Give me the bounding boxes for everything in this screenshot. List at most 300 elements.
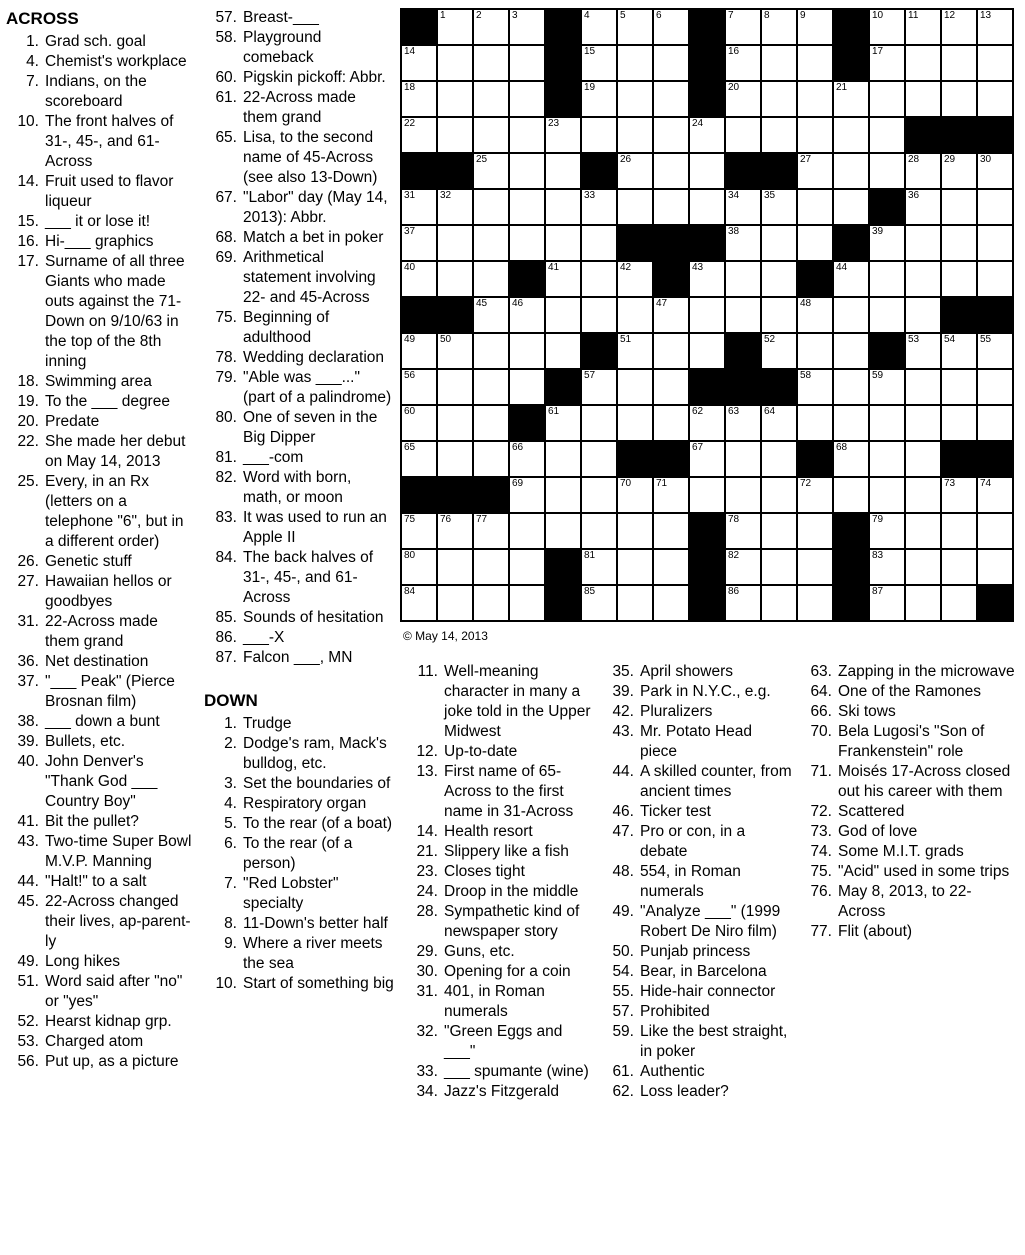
- grid-cell[interactable]: [401, 45, 437, 81]
- grid-cell[interactable]: [977, 369, 1013, 405]
- clue-number: 42.: [612, 703, 634, 720]
- clue-item: [204, 448, 394, 468]
- grid-cell[interactable]: [761, 45, 797, 81]
- grid-cell[interactable]: [725, 117, 761, 153]
- grid-cell[interactable]: [617, 81, 653, 117]
- grid-cell[interactable]: [653, 585, 689, 621]
- grid-cell[interactable]: [617, 405, 653, 441]
- grid-cell[interactable]: [473, 117, 509, 153]
- clue-item: [601, 822, 793, 862]
- grid-cell[interactable]: [689, 297, 725, 333]
- grid-cell[interactable]: [401, 189, 437, 225]
- grid-cell[interactable]: [905, 549, 941, 585]
- clue-text: Match a bet in poker: [243, 229, 384, 246]
- grid-cell[interactable]: [869, 441, 905, 477]
- grid-cell[interactable]: [833, 297, 869, 333]
- clue-number: 44.: [17, 873, 39, 890]
- grid-cell[interactable]: [617, 549, 653, 585]
- grid-cell[interactable]: [833, 369, 869, 405]
- grid-cell[interactable]: [689, 441, 725, 477]
- grid-cell[interactable]: [617, 9, 653, 45]
- clue-item: [405, 742, 593, 762]
- grid-cell[interactable]: [941, 549, 977, 585]
- grid-cell[interactable]: [653, 45, 689, 81]
- grid-cell[interactable]: [473, 261, 509, 297]
- clue-item: [601, 902, 793, 942]
- grid-cell[interactable]: [797, 369, 833, 405]
- grid-cell[interactable]: [401, 405, 437, 441]
- grid-cell[interactable]: [725, 45, 761, 81]
- grid-cell[interactable]: [941, 9, 977, 45]
- grid-cell[interactable]: [869, 81, 905, 117]
- grid-cell[interactable]: [437, 441, 473, 477]
- grid-cell[interactable]: [725, 297, 761, 333]
- cell-number: 41: [548, 262, 560, 273]
- grid-cell[interactable]: [941, 225, 977, 261]
- grid-cell[interactable]: [617, 45, 653, 81]
- grid-cell[interactable]: [905, 153, 941, 189]
- grid-cell[interactable]: [437, 117, 473, 153]
- grid-cell[interactable]: [941, 45, 977, 81]
- grid-cell[interactable]: [581, 81, 617, 117]
- grid-cell[interactable]: [545, 333, 581, 369]
- grid-cell[interactable]: [905, 441, 941, 477]
- grid-cell[interactable]: [905, 189, 941, 225]
- grid-cell[interactable]: [977, 549, 1013, 585]
- grid-cell[interactable]: [545, 117, 581, 153]
- grid-cell[interactable]: [833, 261, 869, 297]
- black-cell: [761, 369, 797, 405]
- cell-number: 3: [512, 10, 518, 21]
- grid-cell[interactable]: [581, 117, 617, 153]
- grid-cell[interactable]: [905, 45, 941, 81]
- cell-number: 72: [800, 478, 812, 489]
- clue-item: [405, 842, 593, 862]
- grid-cell[interactable]: [617, 117, 653, 153]
- grid-cell[interactable]: [473, 585, 509, 621]
- grid-cell[interactable]: [617, 477, 653, 513]
- cell-number: 38: [728, 226, 740, 237]
- grid-cell[interactable]: [473, 225, 509, 261]
- grid-cell[interactable]: [437, 9, 473, 45]
- grid-cell[interactable]: [545, 297, 581, 333]
- grid-cell[interactable]: [905, 513, 941, 549]
- grid-cell[interactable]: [977, 225, 1013, 261]
- grid-cell[interactable]: [617, 585, 653, 621]
- grid-cell[interactable]: [797, 117, 833, 153]
- grid-cell[interactable]: [833, 441, 869, 477]
- grid-cell[interactable]: [977, 81, 1013, 117]
- black-cell: [689, 369, 725, 405]
- grid-cell[interactable]: [437, 513, 473, 549]
- grid-cell[interactable]: [941, 405, 977, 441]
- grid-cell[interactable]: [581, 225, 617, 261]
- grid-cell[interactable]: [581, 441, 617, 477]
- clue-text: Respiratory organ: [243, 795, 367, 812]
- grid-cell[interactable]: [725, 9, 761, 45]
- down-clue-list-2: [405, 662, 593, 1102]
- grid-cell[interactable]: [761, 9, 797, 45]
- grid-cell[interactable]: [869, 45, 905, 81]
- grid-cell[interactable]: [797, 297, 833, 333]
- grid-cell[interactable]: [869, 477, 905, 513]
- clue-item: [799, 682, 1015, 702]
- grid-cell[interactable]: [797, 333, 833, 369]
- grid-cell[interactable]: [653, 9, 689, 45]
- grid-cell[interactable]: [509, 45, 545, 81]
- cell-number: 61: [548, 406, 560, 417]
- grid-cell[interactable]: [437, 81, 473, 117]
- grid-cell[interactable]: [725, 477, 761, 513]
- grid-cell[interactable]: [545, 513, 581, 549]
- grid-cell[interactable]: [725, 513, 761, 549]
- grid-cell[interactable]: [689, 189, 725, 225]
- clue-number: 87.: [215, 649, 237, 666]
- clue-text: Word with born, math, or moon: [243, 469, 352, 506]
- cell-number: 55: [980, 334, 992, 345]
- grid-cell[interactable]: [797, 477, 833, 513]
- grid-cell[interactable]: [617, 333, 653, 369]
- grid-cell[interactable]: [725, 189, 761, 225]
- grid-cell[interactable]: [401, 549, 437, 585]
- grid-cell[interactable]: [761, 261, 797, 297]
- clue-text: Bit the pullet?: [45, 813, 139, 830]
- grid-cell[interactable]: [509, 441, 545, 477]
- grid-cell[interactable]: [905, 369, 941, 405]
- grid-cell[interactable]: [473, 441, 509, 477]
- grid-cell[interactable]: [473, 45, 509, 81]
- grid-cell[interactable]: [653, 513, 689, 549]
- grid-cell[interactable]: [545, 153, 581, 189]
- grid-cell[interactable]: [437, 405, 473, 441]
- grid-cell[interactable]: [473, 369, 509, 405]
- grid-cell[interactable]: [509, 9, 545, 45]
- grid-cell[interactable]: [689, 333, 725, 369]
- grid-cell[interactable]: [653, 549, 689, 585]
- grid-cell[interactable]: [761, 513, 797, 549]
- black-cell: [797, 261, 833, 297]
- clue-number: 12.: [416, 743, 438, 760]
- clue-number: 85.: [215, 609, 237, 626]
- grid-cell[interactable]: [473, 9, 509, 45]
- grid-cell[interactable]: [941, 513, 977, 549]
- grid-cell[interactable]: [977, 45, 1013, 81]
- grid-cell[interactable]: [725, 261, 761, 297]
- black-cell: [437, 477, 473, 513]
- grid-cell[interactable]: [581, 549, 617, 585]
- grid-cell[interactable]: [977, 153, 1013, 189]
- grid-cell[interactable]: [653, 153, 689, 189]
- grid-cell[interactable]: [581, 297, 617, 333]
- grid-cell[interactable]: [941, 189, 977, 225]
- grid-cell[interactable]: [509, 513, 545, 549]
- grid-cell[interactable]: [545, 477, 581, 513]
- grid-cell[interactable]: [941, 153, 977, 189]
- grid-cell[interactable]: [725, 441, 761, 477]
- grid-cell[interactable]: [653, 369, 689, 405]
- grid-cell[interactable]: [869, 549, 905, 585]
- grid-cell[interactable]: [725, 549, 761, 585]
- grid-cell[interactable]: [761, 189, 797, 225]
- cell-number: 12: [944, 10, 956, 21]
- clue-item: [6, 432, 196, 472]
- grid-cell[interactable]: [905, 261, 941, 297]
- clue-number: 3.: [224, 775, 237, 792]
- grid-cell[interactable]: [509, 549, 545, 585]
- grid-cell[interactable]: [905, 477, 941, 513]
- grid-cell[interactable]: [869, 513, 905, 549]
- grid-cell[interactable]: [689, 153, 725, 189]
- grid-cell[interactable]: [869, 261, 905, 297]
- grid-cell[interactable]: [509, 225, 545, 261]
- down-clues-column-3: [601, 662, 793, 1102]
- grid-cell[interactable]: [401, 261, 437, 297]
- grid-cell[interactable]: [905, 585, 941, 621]
- grid-cell[interactable]: [689, 261, 725, 297]
- clue-text: Park in N.Y.C., e.g.: [640, 683, 771, 700]
- clue-text: Some M.I.T. grads: [838, 843, 964, 860]
- clue-number: 48.: [612, 863, 634, 880]
- clue-text: Moisés 17-Across closed out his career with them: [838, 763, 1011, 800]
- clue-number: 65.: [215, 129, 237, 146]
- grid-cell[interactable]: [869, 585, 905, 621]
- grid-cell[interactable]: [473, 297, 509, 333]
- grid-cell[interactable]: [545, 261, 581, 297]
- grid-cell[interactable]: [509, 153, 545, 189]
- grid-cell[interactable]: [977, 477, 1013, 513]
- grid-cell[interactable]: [869, 225, 905, 261]
- grid-cell[interactable]: [473, 513, 509, 549]
- grid-cell[interactable]: [401, 81, 437, 117]
- clue-item: [204, 814, 394, 834]
- grid-cell[interactable]: [797, 45, 833, 81]
- grid-cell[interactable]: [581, 513, 617, 549]
- grid-cell[interactable]: [509, 81, 545, 117]
- grid-cell[interactable]: [581, 261, 617, 297]
- grid-cell[interactable]: [977, 405, 1013, 441]
- grid-cell[interactable]: [761, 225, 797, 261]
- grid-cell[interactable]: [869, 117, 905, 153]
- clue-item: [601, 962, 793, 982]
- grid-cell[interactable]: [905, 405, 941, 441]
- grid-cell[interactable]: [761, 585, 797, 621]
- clue-number: 33.: [416, 1063, 438, 1080]
- grid-cell[interactable]: [653, 405, 689, 441]
- grid-cell[interactable]: [617, 153, 653, 189]
- grid-cell[interactable]: [761, 405, 797, 441]
- grid-cell[interactable]: [941, 585, 977, 621]
- grid-cell[interactable]: [509, 369, 545, 405]
- grid-cell[interactable]: [617, 261, 653, 297]
- grid-cell[interactable]: [977, 9, 1013, 45]
- grid-cell[interactable]: [941, 333, 977, 369]
- clue-text: Guns, etc.: [444, 943, 515, 960]
- grid-cell[interactable]: [545, 405, 581, 441]
- grid-cell[interactable]: [437, 189, 473, 225]
- grid-cell[interactable]: [581, 585, 617, 621]
- grid-cell[interactable]: [509, 189, 545, 225]
- grid-cell[interactable]: [509, 297, 545, 333]
- cell-number: 43: [692, 262, 704, 273]
- grid-cell[interactable]: [653, 477, 689, 513]
- grid-cell[interactable]: [437, 333, 473, 369]
- grid-cell[interactable]: [941, 369, 977, 405]
- grid-cell[interactable]: [473, 405, 509, 441]
- grid-cell[interactable]: [653, 297, 689, 333]
- clue-item: [6, 372, 196, 392]
- grid-cell[interactable]: [437, 549, 473, 585]
- grid-cell[interactable]: [653, 189, 689, 225]
- grid-cell[interactable]: [761, 297, 797, 333]
- clue-text: Droop in the middle: [444, 883, 579, 900]
- grid-cell[interactable]: [581, 189, 617, 225]
- grid-cell[interactable]: [401, 117, 437, 153]
- black-cell: [977, 441, 1013, 477]
- grid-cell[interactable]: [689, 117, 725, 153]
- cell-number: 82: [728, 550, 740, 561]
- grid-cell[interactable]: [905, 297, 941, 333]
- grid-cell[interactable]: [473, 549, 509, 585]
- grid-cell[interactable]: [725, 585, 761, 621]
- clue-number: 43.: [17, 833, 39, 850]
- grid-cell[interactable]: [509, 117, 545, 153]
- grid-cell[interactable]: [545, 225, 581, 261]
- grid-cell[interactable]: [437, 261, 473, 297]
- clue-item: [6, 1032, 196, 1052]
- grid-cell[interactable]: [581, 369, 617, 405]
- grid-cell[interactable]: [509, 585, 545, 621]
- grid-cell[interactable]: [797, 153, 833, 189]
- grid-cell[interactable]: [725, 225, 761, 261]
- grid-cell[interactable]: [653, 117, 689, 153]
- grid-cell[interactable]: [797, 405, 833, 441]
- grid-cell[interactable]: [581, 45, 617, 81]
- grid-cell[interactable]: [473, 81, 509, 117]
- clue-text: Health resort: [444, 823, 533, 840]
- grid-cell[interactable]: [437, 225, 473, 261]
- grid-cell[interactable]: [653, 81, 689, 117]
- clue-number: 17.: [17, 253, 39, 270]
- grid-cell[interactable]: [725, 81, 761, 117]
- grid-cell[interactable]: [869, 9, 905, 45]
- grid-cell[interactable]: [797, 225, 833, 261]
- grid-cell[interactable]: [401, 585, 437, 621]
- grid-cell[interactable]: [833, 117, 869, 153]
- clue-number: 18.: [17, 373, 39, 390]
- grid-cell[interactable]: [689, 405, 725, 441]
- grid-cell[interactable]: [833, 405, 869, 441]
- grid-cell[interactable]: [401, 513, 437, 549]
- grid-cell[interactable]: [545, 441, 581, 477]
- grid-cell[interactable]: [473, 333, 509, 369]
- grid-cell[interactable]: [437, 45, 473, 81]
- clue-number: 29.: [416, 943, 438, 960]
- black-cell: [401, 297, 437, 333]
- grid-cell[interactable]: [905, 9, 941, 45]
- grid-cell[interactable]: [617, 513, 653, 549]
- grid-cell[interactable]: [545, 189, 581, 225]
- clue-text: 11-Down's better half: [243, 915, 388, 932]
- grid-cell[interactable]: [905, 81, 941, 117]
- clue-item: [204, 714, 394, 734]
- grid-cell[interactable]: [833, 153, 869, 189]
- clue-item: [204, 548, 394, 608]
- clue-text: "Red Lobster" specialty: [243, 875, 339, 912]
- grid-cell[interactable]: [761, 117, 797, 153]
- grid-cell[interactable]: [401, 333, 437, 369]
- grid-cell[interactable]: [761, 81, 797, 117]
- grid-cell[interactable]: [833, 477, 869, 513]
- grid-cell[interactable]: [977, 189, 1013, 225]
- grid-cell[interactable]: [581, 9, 617, 45]
- grid-cell[interactable]: [977, 261, 1013, 297]
- grid-cell[interactable]: [401, 441, 437, 477]
- grid-cell[interactable]: [761, 333, 797, 369]
- grid-cell[interactable]: [833, 81, 869, 117]
- grid-cell[interactable]: [509, 477, 545, 513]
- grid-cell[interactable]: [401, 225, 437, 261]
- grid-cell[interactable]: [797, 585, 833, 621]
- cell-number: 31: [404, 190, 416, 201]
- grid-cell[interactable]: [977, 333, 1013, 369]
- grid-cell[interactable]: [941, 81, 977, 117]
- grid-cell[interactable]: [797, 513, 833, 549]
- grid-cell[interactable]: [581, 405, 617, 441]
- grid-cell[interactable]: [689, 477, 725, 513]
- grid-cell[interactable]: [941, 261, 977, 297]
- grid-cell[interactable]: [905, 225, 941, 261]
- clue-text: Genetic stuff: [45, 553, 132, 570]
- grid-cell[interactable]: [797, 81, 833, 117]
- clue-item: [405, 662, 593, 742]
- grid-cell[interactable]: [509, 333, 545, 369]
- grid-cell[interactable]: [617, 369, 653, 405]
- clue-item: [6, 1012, 196, 1032]
- grid-cell[interactable]: [797, 549, 833, 585]
- grid-cell[interactable]: [977, 513, 1013, 549]
- grid-cell[interactable]: [473, 153, 509, 189]
- grid-cell[interactable]: [869, 369, 905, 405]
- grid-cell[interactable]: [473, 189, 509, 225]
- cell-number: 20: [728, 82, 740, 93]
- grid-cell[interactable]: [581, 477, 617, 513]
- clue-item: [204, 28, 394, 68]
- clue-text: Prohibited: [640, 1003, 710, 1020]
- grid-cell[interactable]: [869, 297, 905, 333]
- grid-cell[interactable]: [869, 405, 905, 441]
- grid-cell[interactable]: [617, 189, 653, 225]
- grid-cell[interactable]: [905, 333, 941, 369]
- grid-cell[interactable]: [797, 189, 833, 225]
- grid-cell[interactable]: [437, 369, 473, 405]
- grid-cell[interactable]: [725, 405, 761, 441]
- grid-cell[interactable]: [833, 333, 869, 369]
- grid-cell[interactable]: [761, 441, 797, 477]
- grid-cell[interactable]: [437, 585, 473, 621]
- grid-cell[interactable]: [833, 189, 869, 225]
- clue-item: [601, 762, 793, 802]
- clue-text: Fruit used to flavor liqueur: [45, 173, 174, 210]
- grid-cell[interactable]: [869, 153, 905, 189]
- grid-cell[interactable]: [797, 9, 833, 45]
- grid-cell[interactable]: [761, 477, 797, 513]
- grid-cell[interactable]: [653, 333, 689, 369]
- grid-cell[interactable]: [617, 297, 653, 333]
- grid-cell[interactable]: [761, 549, 797, 585]
- grid-cell[interactable]: [401, 369, 437, 405]
- grid-cell[interactable]: [941, 477, 977, 513]
- clue-text: Jazz's Fitzgerald: [444, 1083, 559, 1100]
